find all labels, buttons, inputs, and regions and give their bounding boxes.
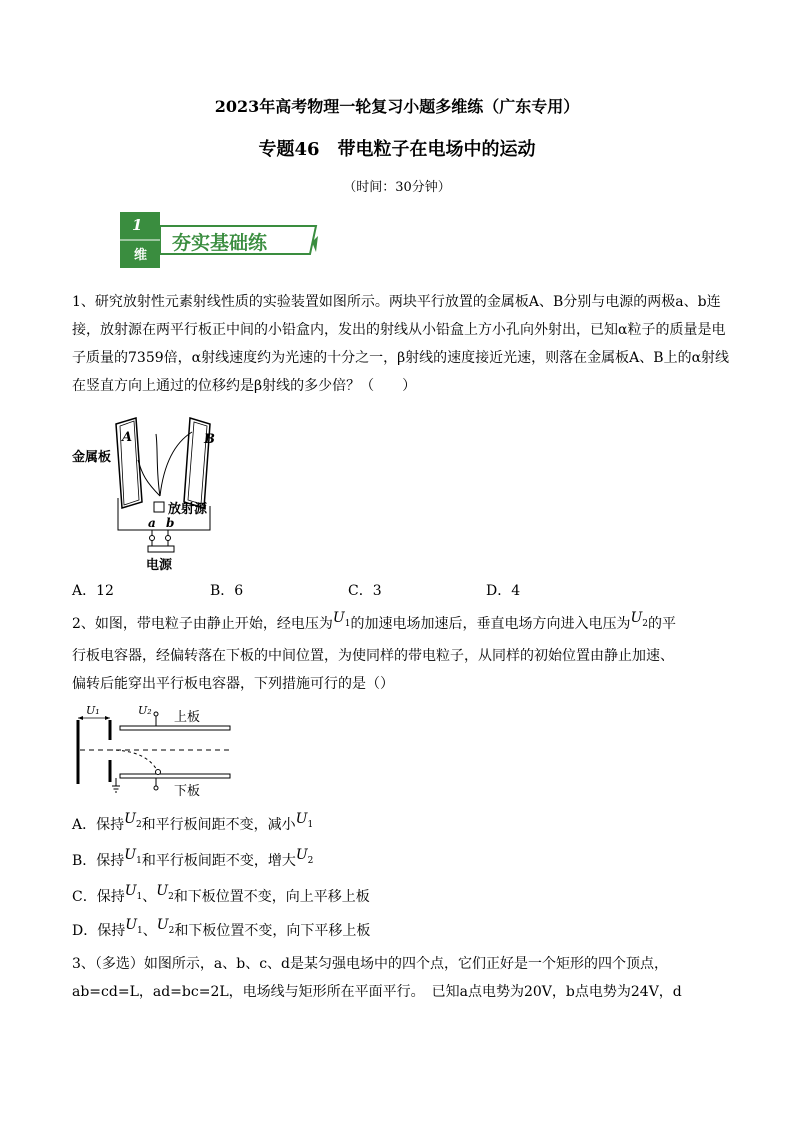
plate-a-label: A xyxy=(122,430,133,445)
document-title: 2023年高考物理一轮复习小题多维练（广东专用） xyxy=(214,97,580,116)
q1-option-d[interactable]: D．4 xyxy=(486,583,521,599)
u1-label: U₁ xyxy=(86,704,100,717)
q2-option-a[interactable]: A．保持$U_2$和平行板间距不变，减小$U_1$ xyxy=(72,811,314,833)
question-2-line-1: 2、如图，带电粒子由静止开始，经电压为$U_1$的加速电场加速后，垂直电场方向进入电压为$U_2$的平 xyxy=(72,610,676,632)
q2-option-b[interactable]: B．保持$U_1$和平行板间距不变，增大$U_2$ xyxy=(72,847,314,869)
question-3-line-1: 3、（多选）如图所示，a、b、c、d是某匀强电场中的四个点，它们正好是一个矩形的四个顶点， xyxy=(72,956,669,972)
metal-plate-label: 金属板 xyxy=(72,450,112,465)
q2-option-c[interactable]: C．保持$U_1$、$U_2$和下板位置不变，向上平移上板 xyxy=(72,883,370,905)
figure-capacitor xyxy=(72,702,232,804)
topic-title: 专题46 带电粒子在电场中的运动 xyxy=(258,139,536,160)
lower-plate-label: 下板 xyxy=(174,784,201,799)
u2-label: U₂ xyxy=(138,704,152,717)
q1-option-c[interactable]: C．3 xyxy=(348,583,382,599)
question-2-line-3: 偏转后能穿出平行板电容器，下列措施可行的是（） xyxy=(72,676,394,692)
plate-b-label: B xyxy=(204,432,215,447)
question-3-line-2: ab=cd=L，ad=bc=2L，电场线与矩形所在平面平行。 已知a点电势为20V，b点电势为24V，d xyxy=(72,984,682,1000)
section-banner xyxy=(120,212,320,268)
time-limit: （时间：30分钟） xyxy=(343,180,451,195)
figure-radiation-setup xyxy=(72,412,232,572)
q1-option-b[interactable]: B．6 xyxy=(210,583,244,599)
banner-number: 1 xyxy=(132,216,143,234)
power-label: 电源 xyxy=(146,558,173,573)
pole-b-label: b xyxy=(166,516,175,530)
banner-wei: 维 xyxy=(134,248,148,263)
q2-option-d[interactable]: D．保持$U_1$、$U_2$和下板位置不变，向下平移上板 xyxy=(72,917,371,939)
source-label: 放射源 xyxy=(168,502,208,517)
question-2-line-2: 行板电容器，经偏转落在下板的中间位置，为使同样的带电粒子，从同样的初始位置由静止加速、 xyxy=(72,648,674,664)
pole-a-label: a xyxy=(148,516,156,530)
banner-label: 夯实基础练 xyxy=(172,232,268,254)
upper-plate-label: 上板 xyxy=(174,710,201,725)
question-1-text: 1、研究放射性元素射线性质的实验装置如图所示。两块平行放置的金属板A、B分别与电源的两极a、b连接，放射源在两平行板正中间的小铅盒内，发出的射线从小铅盒上方小孔向外射出，已知α粒子的质量是电子质量的7359倍，α射线速度约为光速的十分之一，β射线的速度接近光速，则落在金属板A、B上的α射线在竖直方向上通过的位移约是β射线的多少倍？（ ） xyxy=(72,294,730,394)
q1-option-a[interactable]: A．12 xyxy=(72,583,114,599)
